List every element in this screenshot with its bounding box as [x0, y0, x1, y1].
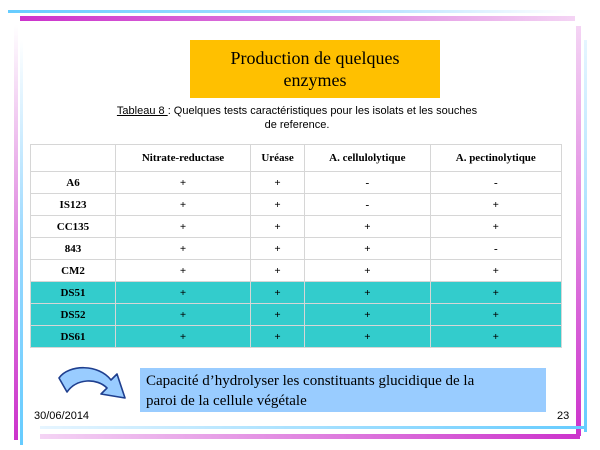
header-cell: Nitrate-reductase: [116, 145, 251, 172]
row-label: A6: [31, 172, 116, 194]
right-blue-bar: [584, 40, 587, 432]
slide-title-line1: Production de quelques: [230, 48, 400, 68]
bottom-magenta-bar: [40, 434, 580, 439]
row-label: DS52: [31, 304, 116, 326]
left-magenta-bar: [14, 25, 18, 440]
table-cell: +: [116, 216, 251, 238]
table-header-row: [31, 145, 562, 172]
enzyme-table: [30, 144, 562, 348]
table-row: [31, 238, 562, 260]
table-cell: +: [305, 304, 430, 326]
table-cell: +: [250, 194, 304, 216]
table-cell: -: [305, 172, 430, 194]
caption-label: Tableau 8: [116, 105, 168, 117]
header-cell: [31, 145, 116, 172]
table-cell: +: [116, 238, 251, 260]
table-cell: +: [430, 282, 561, 304]
caption-line2: de reference.: [264, 119, 330, 131]
table-cell: +: [116, 282, 251, 304]
table-cell: +: [430, 194, 561, 216]
table-row: [31, 194, 562, 216]
table-row: [31, 172, 562, 194]
header-cell: A. pectinolytique: [430, 145, 561, 172]
table-row-highlighted: [31, 282, 562, 304]
table-cell: -: [430, 238, 561, 260]
top-magenta-bar: [20, 16, 575, 21]
table-caption: [32, 104, 562, 132]
bottom-blue-bar: [40, 426, 585, 429]
table-cell: +: [250, 260, 304, 282]
table-cell: +: [305, 326, 430, 348]
table-cell: -: [305, 194, 430, 216]
table-row: [31, 260, 562, 282]
footer-date: 30/06/2014: [34, 410, 90, 422]
left-blue-bar: [20, 40, 23, 445]
row-label: CM2: [31, 260, 116, 282]
row-label: CC135: [31, 216, 116, 238]
table-cell: +: [250, 304, 304, 326]
table-cell: +: [430, 260, 561, 282]
callout-box: [140, 368, 546, 412]
table-cell: +: [305, 282, 430, 304]
slide-title: [190, 40, 440, 98]
table-cell: +: [305, 216, 430, 238]
table-cell: +: [250, 216, 304, 238]
slide-title-line2: enzymes: [283, 70, 347, 90]
table-cell: +: [305, 238, 430, 260]
table-row-highlighted: [31, 304, 562, 326]
callout-line1: Capacité d’hydrolyser les constituants glucidique de la: [146, 373, 475, 389]
table-cell: +: [250, 172, 304, 194]
table-cell: +: [250, 326, 304, 348]
table-cell: +: [430, 216, 561, 238]
right-magenta-bar: [576, 26, 581, 436]
header-cell: Uréase: [250, 145, 304, 172]
table-cell: +: [430, 304, 561, 326]
table-cell: +: [116, 194, 251, 216]
row-label: 843: [31, 238, 116, 260]
header-cell: A. cellulolytique: [305, 145, 430, 172]
page-number: 23: [557, 410, 570, 422]
table-cell: -: [430, 172, 561, 194]
caption-line1: : Quelques tests caractéristiques pour les isolats et les souches: [167, 105, 478, 117]
table-cell: +: [305, 260, 430, 282]
table-row: [31, 216, 562, 238]
top-blue-bar: [8, 10, 568, 13]
table-cell: +: [116, 172, 251, 194]
table-cell: +: [116, 326, 251, 348]
row-label: DS51: [31, 282, 116, 304]
row-label: DS61: [31, 326, 116, 348]
row-label: IS123: [31, 194, 116, 216]
callout-line2: paroi de la cellule végétale: [146, 393, 307, 409]
table-cell: +: [116, 304, 251, 326]
table-cell: +: [430, 326, 561, 348]
curved-arrow-icon: [55, 362, 135, 410]
table-cell: +: [116, 260, 251, 282]
table-cell: +: [250, 238, 304, 260]
table-cell: +: [250, 282, 304, 304]
table-row-highlighted: [31, 326, 562, 348]
